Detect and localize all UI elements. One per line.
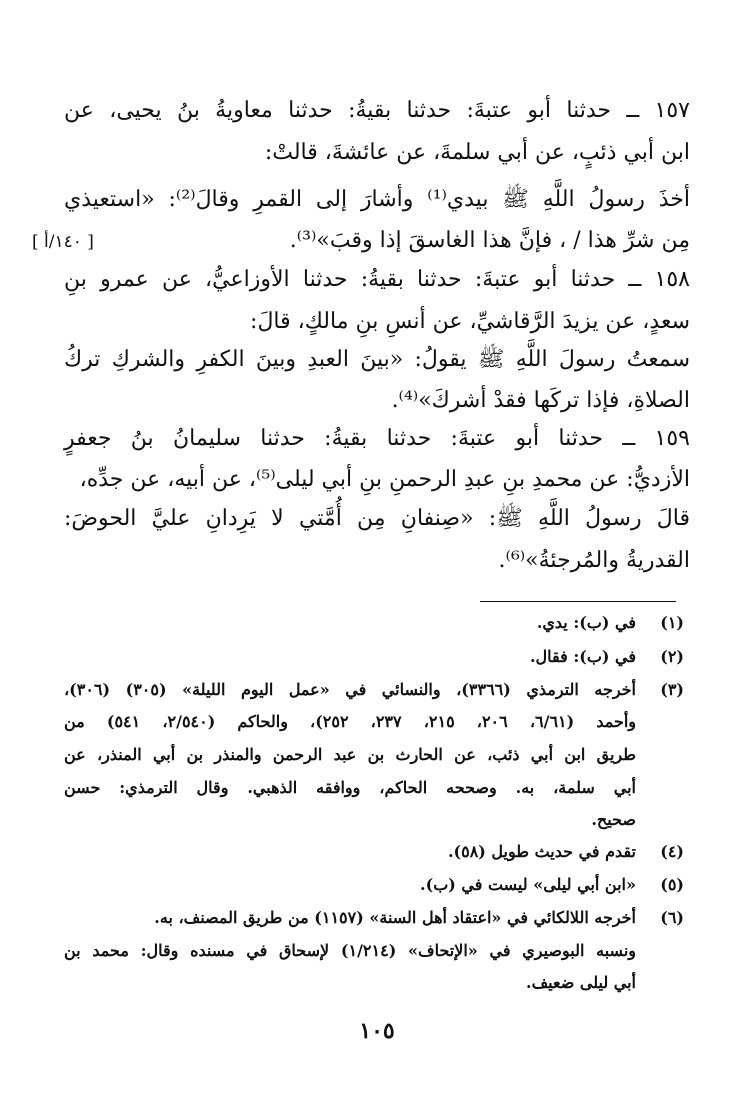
footnote-line: ونسبه البوصيري في «الإتحاف» (١/٢١٤) لإسحاق في مسنده وقال: محمد بن: [64, 941, 636, 960]
footnote-line: صحيح.: [591, 810, 636, 829]
footnote-number: (٢): [660, 647, 684, 666]
footnote-number: (٣): [660, 680, 684, 699]
footnote-number: (٤): [660, 842, 684, 861]
footnote-line: أبي سلمة، به. وصححه الحاكم، ووافقه الذهبي. وقال الترمذي: حسن: [64, 778, 636, 797]
footnote-line: أخرجه اللالكائي في «اعتقاد أهل السنة» (١١٥٧) من طريق المصنف، به.: [154, 908, 636, 927]
body-line: مِن شرِّ هذا / ، فإنَّ هذا الغاسقَ إذا وقبَ»⁽³⁾.: [289, 228, 690, 253]
footnote-line: تقدم في حديث طويل (٥٨).: [447, 842, 636, 861]
footnote-line: طريق ابن أبي ذئب، عن الحارث بن عبد الرحمن والمنذر بن أبي المنذر، عن: [64, 745, 636, 764]
body-line: أخذَ رسولُ اللَّهِ ﷺ بيدي⁽¹⁾ وأشارَ إلى القمرِ وقالَ⁽²⁾: «استعيذي: [64, 187, 691, 212]
page-number: ١٠٥: [359, 1018, 395, 1044]
footnote-number: (٦): [660, 908, 684, 927]
footnote-number: (١): [660, 613, 684, 632]
body-line: القدريةُ والمُرجئةُ»⁽⁶⁾.: [498, 548, 690, 573]
body-line: الأزديُّ: عن محمدِ بنِ عبدِ الرحمنِ بنِ أبي ليلى⁽⁵⁾، عن أبيه، عن جدِّه،: [79, 467, 690, 492]
footnote-line: وأحمد (٦/٦١، ٢٠٦، ٢١٥، ٢٣٧، ٢٥٢)، والحاكم (٢/٥٤٠، ٥٤١) من: [64, 712, 637, 731]
footnote-line: أبي ليلى ضعيف.: [526, 973, 636, 992]
footnote-line: في (ب): فقال.: [529, 647, 636, 666]
footnote-number: (٥): [660, 875, 684, 894]
body-line: ابن أبي ذئبٍ، عن أبي سلمةَ، عن عائشةَ، قالتْ:: [264, 140, 690, 165]
body-line: ١٥٩ ــ حدثنا أبو عتبةَ: حدثنا بقيةُ: حدثنا سليمانُ بنُ جعفرٍ: [64, 426, 690, 451]
footnote-separator: [480, 601, 676, 602]
footnote-line: في (ب): يدي.: [536, 613, 636, 632]
body-line: الصلاةِ، فإذا تركَها فقدْ أشركَ»⁽⁴⁾.: [391, 388, 690, 413]
body-line: ١٥٨ ــ حدثنا أبو عتبةَ: حدثنا بقيةُ: حدثنا الأوزاعيُّ، عن عمرو بنِ: [64, 267, 690, 292]
footnote-line: أخرجه الترمذي (٣٣٦٦)، والنسائي في «عمل اليوم الليلة» (٣٠٥) (٣٠٦)،: [64, 680, 636, 699]
body-line: سمعتُ رسولَ اللَّهِ ﷺ يقولُ: «بينَ العبدِ وبينَ الكفرِ والشركِ تركُ: [64, 347, 690, 372]
manuscript-folio-reference: [ ١٤٠/أ ]: [32, 232, 94, 252]
body-line: ١٥٧ ــ حدثنا أبو عتبةَ: حدثنا بقيةُ: حدثنا معاويةُ بنُ يحيى، عن: [64, 98, 690, 123]
footnote-line: «ابن أبي ليلى» ليست في (ب).: [420, 875, 636, 894]
body-line: قالَ رسولُ اللَّهِ ﷺ: «صِنفانِ مِن أُمَّتي لا يَرِدانِ عليَّ الحوضَ:: [64, 506, 690, 531]
body-line: سعدٍ، عن يزيدَ الرَّقاشيِّ، عن أنسِ بنِ مالكٍ، قالَ:: [250, 309, 690, 334]
